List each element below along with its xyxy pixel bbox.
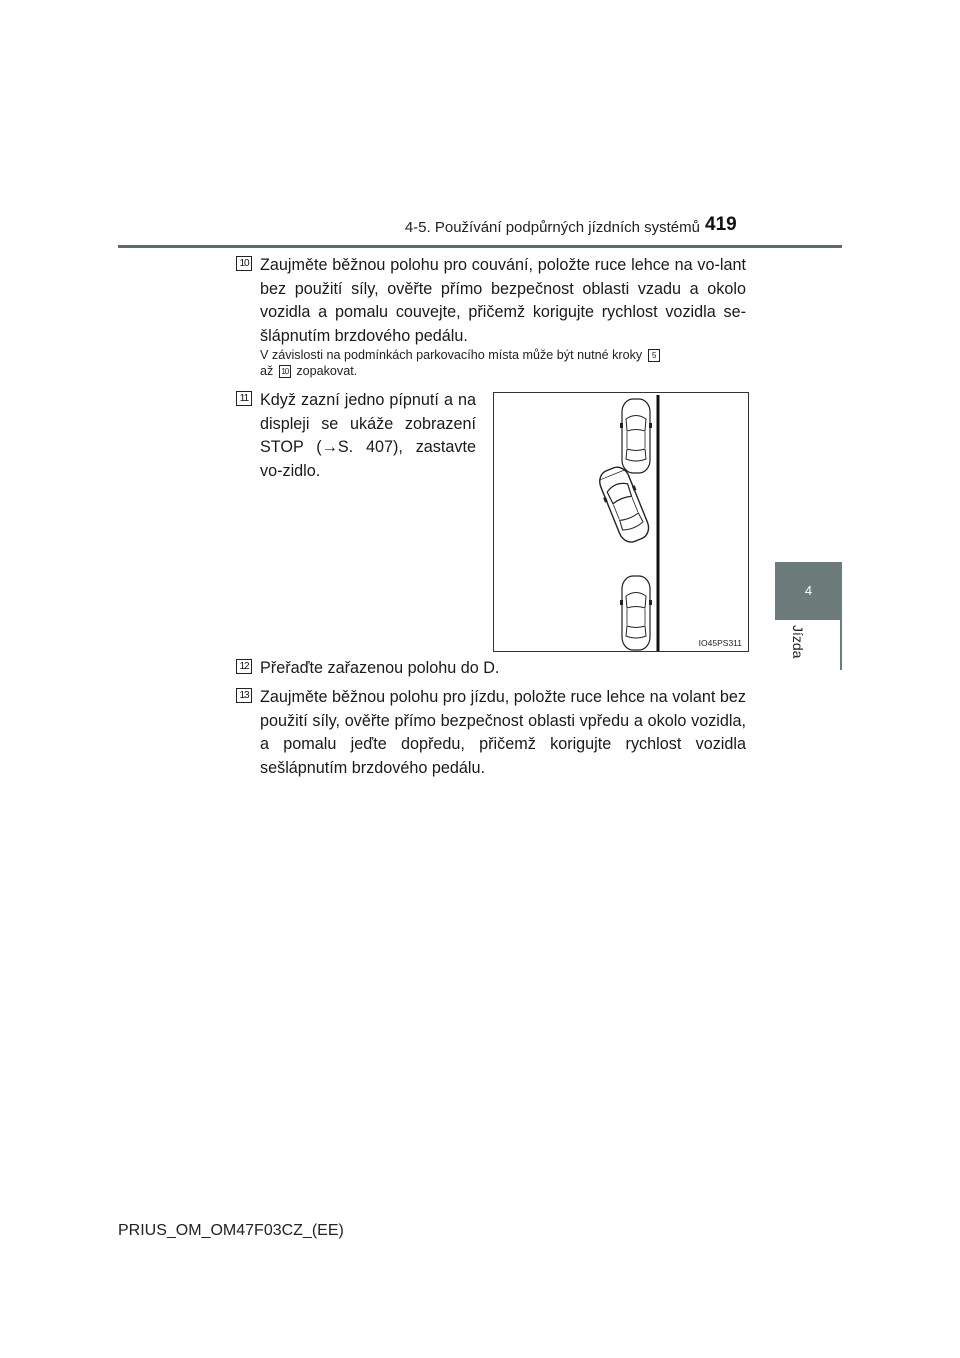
note-text-end: zopakovat. <box>296 364 358 378</box>
figure-code: IO45PS311 <box>698 638 742 648</box>
step-badge: 10 <box>236 256 252 271</box>
document-code: PRIUS_OM_OM47F03CZ_(EE) <box>118 1222 344 1239</box>
step-badge: 11 <box>236 391 252 406</box>
note-text: V závislosti na podmínkách parkovacího místa může být nutné kroky <box>260 348 643 362</box>
step-note <box>260 347 746 379</box>
note-badge-to: 10 <box>279 365 291 378</box>
parked-car-front <box>620 399 652 473</box>
section-title: 4-5. Používání podpůrných jízdních systémů <box>404 219 700 236</box>
chapter-number: 4 <box>804 583 813 598</box>
parked-car-rear <box>620 576 652 650</box>
step-text: Přeřaďte zařazenou polohu do D. <box>260 659 500 677</box>
step-text: Zaujměte běžnou polohu pro jízdu, položte ruce lehce na volant bez použití síly, ověřte přímo bezpečnost oblasti vpředu a okolo vozidla, a pomalu jeďte dopředu, přičemž korigujte rychlost vozidla sešlápnutím brzdového pedálu. <box>260 688 746 777</box>
chapter-label: Jízda <box>790 625 806 659</box>
page-number: 419 <box>705 214 737 235</box>
parking-illustration <box>493 392 749 652</box>
note-badge-from: 5 <box>648 349 660 362</box>
chapter-tab-rule <box>840 620 842 670</box>
step-badge: 12 <box>236 659 252 674</box>
step-text: Zaujměte běžnou polohu pro couvání, položte ruce lehce na vo-lant bez použití síly, ověřte přímo bezpečnost oblasti vzadu a okolo vozidla a pomalu couvejte, přičemž korigujte rychlost vozidla se-šlápnutím brzdového pedálu. <box>260 256 746 345</box>
step-text: Když zazní jedno pípnutí a na displeji se ukáže zobrazení STOP (→S. 407), zastavte vo-zidlo. <box>260 391 476 480</box>
chapter-tab <box>775 562 842 620</box>
header-divider <box>118 245 842 248</box>
step-badge: 13 <box>236 688 252 703</box>
parking-diagram <box>494 393 750 653</box>
note-text-until: až <box>260 364 274 378</box>
maneuvering-car <box>594 463 654 546</box>
